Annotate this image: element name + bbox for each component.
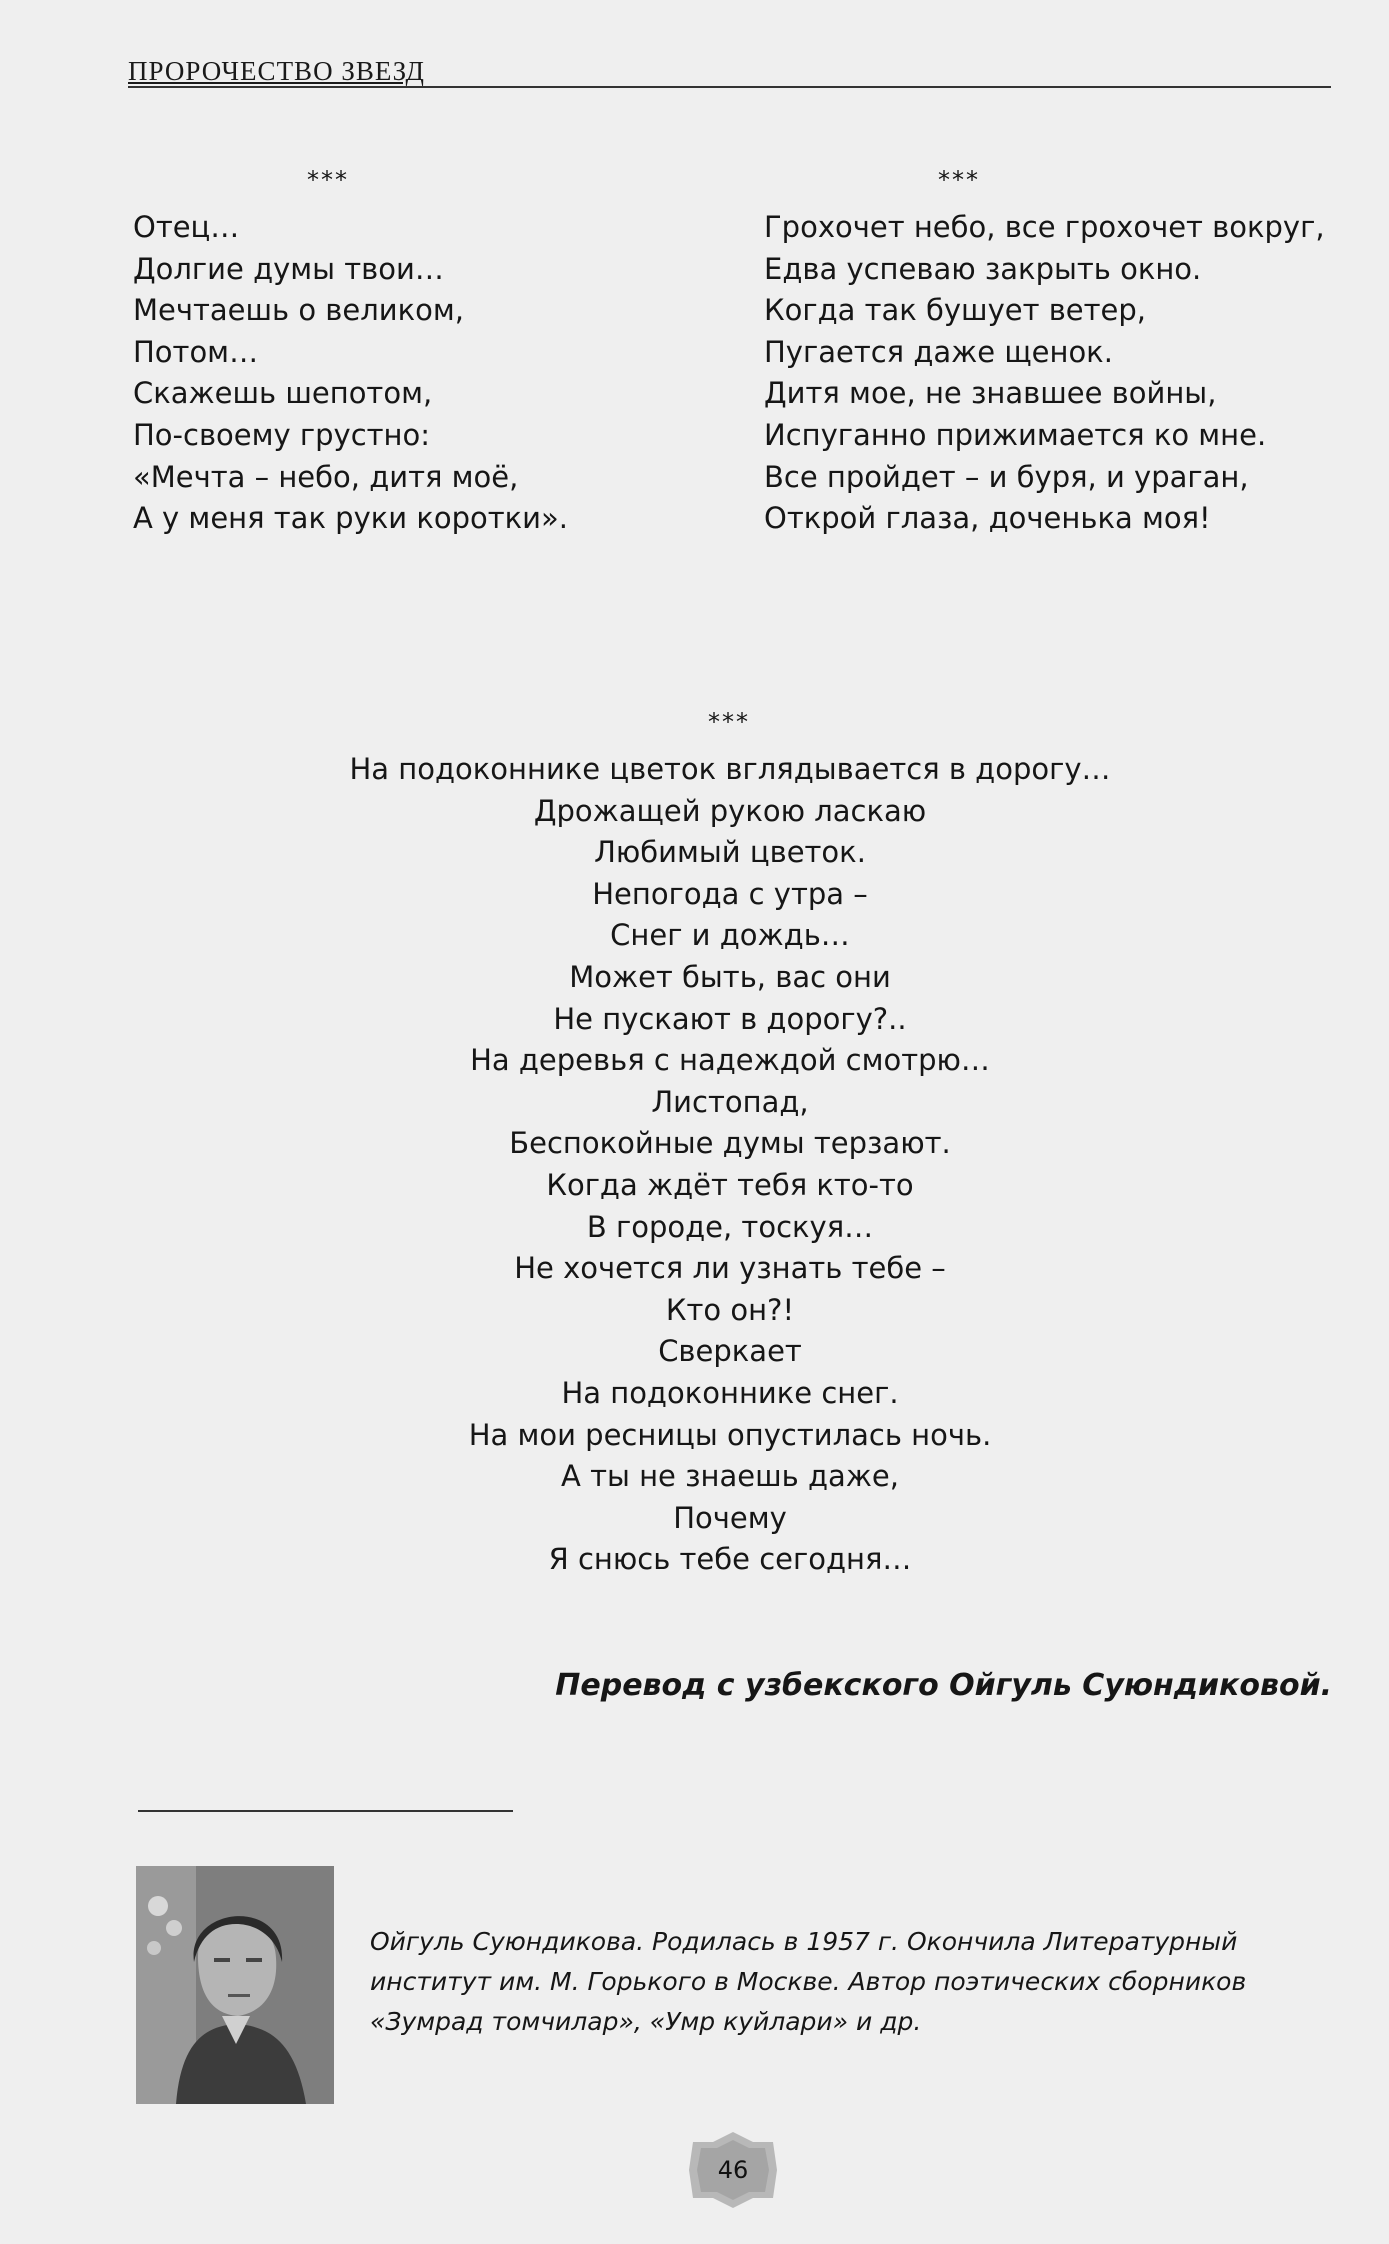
poem-line: Скажешь шепотом, [133,376,433,411]
page-number: 46 [717,2156,749,2184]
poem-line: Мечтаешь о великом, [133,293,464,328]
poem-line: Долгие думы твои… [133,251,444,286]
poem-center [330,749,1130,1581]
poem-right [764,207,1325,540]
poem-line: Все пройдет – и буря, и ураган, [764,459,1249,494]
poem-line: Не хочется ли узнать тебе – [514,1251,946,1286]
poem-line: Может быть, вас они [569,959,891,994]
poem-line: В городе, тоскуя… [586,1209,874,1244]
poem-line: Отец… [133,210,240,244]
poem-line: Потом… [133,334,259,369]
poem-line: Беспокойные думы терзают. [509,1126,951,1161]
poem-left-stars: *** [307,166,349,194]
poem-line: Когда ждёт тебя кто-то [546,1167,914,1202]
poem-line: А ты не знаешь даже, [561,1459,899,1494]
poem-line: «Мечта – небо, дитя моё, [133,459,519,494]
poem-line: Открой глаза, доченька моя! [764,501,1211,536]
page-number-badge [683,2130,783,2210]
poem-line: Дрожащей рукою ласкаю [533,793,927,828]
poem-line: Дитя мое, не знавшее войны, [764,376,1217,411]
poem-line: Грохочет небо, все грохочет вокруг, [764,210,1325,244]
poem-line: На мои ресницы опустилась ночь. [468,1417,992,1452]
poem-line: Испуганно прижимается ко мне. [764,417,1267,452]
poem-line: По-своему грустно: [133,417,431,452]
poem-line: Любимый цветок. [594,835,866,870]
poem-line: Почему [673,1500,787,1535]
poem-line: Едва успеваю закрыть окно. [764,251,1202,286]
poem-line: А у меня так руки коротки». [133,501,568,536]
translation-credit: Перевод с узбекского Ойгуль Суюндиковой. [555,1668,1332,1703]
bio-separator-rule [138,1810,513,1812]
poem-line: На подоконнике цветок вглядывается в дорогу… [349,752,1111,786]
poem-line: Сверкает [658,1334,802,1369]
running-head: ПРОРОЧЕСТВО ЗВЕЗД [128,56,425,86]
author-photo [136,1866,334,2104]
poem-line: Я снюсь тебе сегодня… [548,1542,912,1577]
poem-left [133,207,568,540]
poem-line: Пугается даже щенок. [764,334,1113,369]
author-bio: Ойгуль Суюндикова. Родилась в 1957 г. Окончила Литературный институт им. М. Горького в Москве. Автор поэтических сборников «Зумрад томчилар», «Умр куйлари» и др. [370,1927,1247,2036]
poem-right-stars: *** [938,166,980,194]
poem-line: На подоконнике снег. [561,1375,899,1410]
poem-line: Снег и дождь… [610,918,850,953]
poem-center-stars: *** [708,708,750,736]
poem-line: Листопад, [651,1084,809,1119]
poem-line: Непогода с утра – [592,876,868,911]
poem-line: Не пускают в дорогу?.. [553,1001,907,1036]
poem-line: Кто он?! [665,1292,795,1327]
header-rule [128,86,1331,88]
poem-line: Когда так бушует ветер, [764,293,1146,328]
poem-line: На деревья с надеждой смотрю… [470,1043,990,1078]
